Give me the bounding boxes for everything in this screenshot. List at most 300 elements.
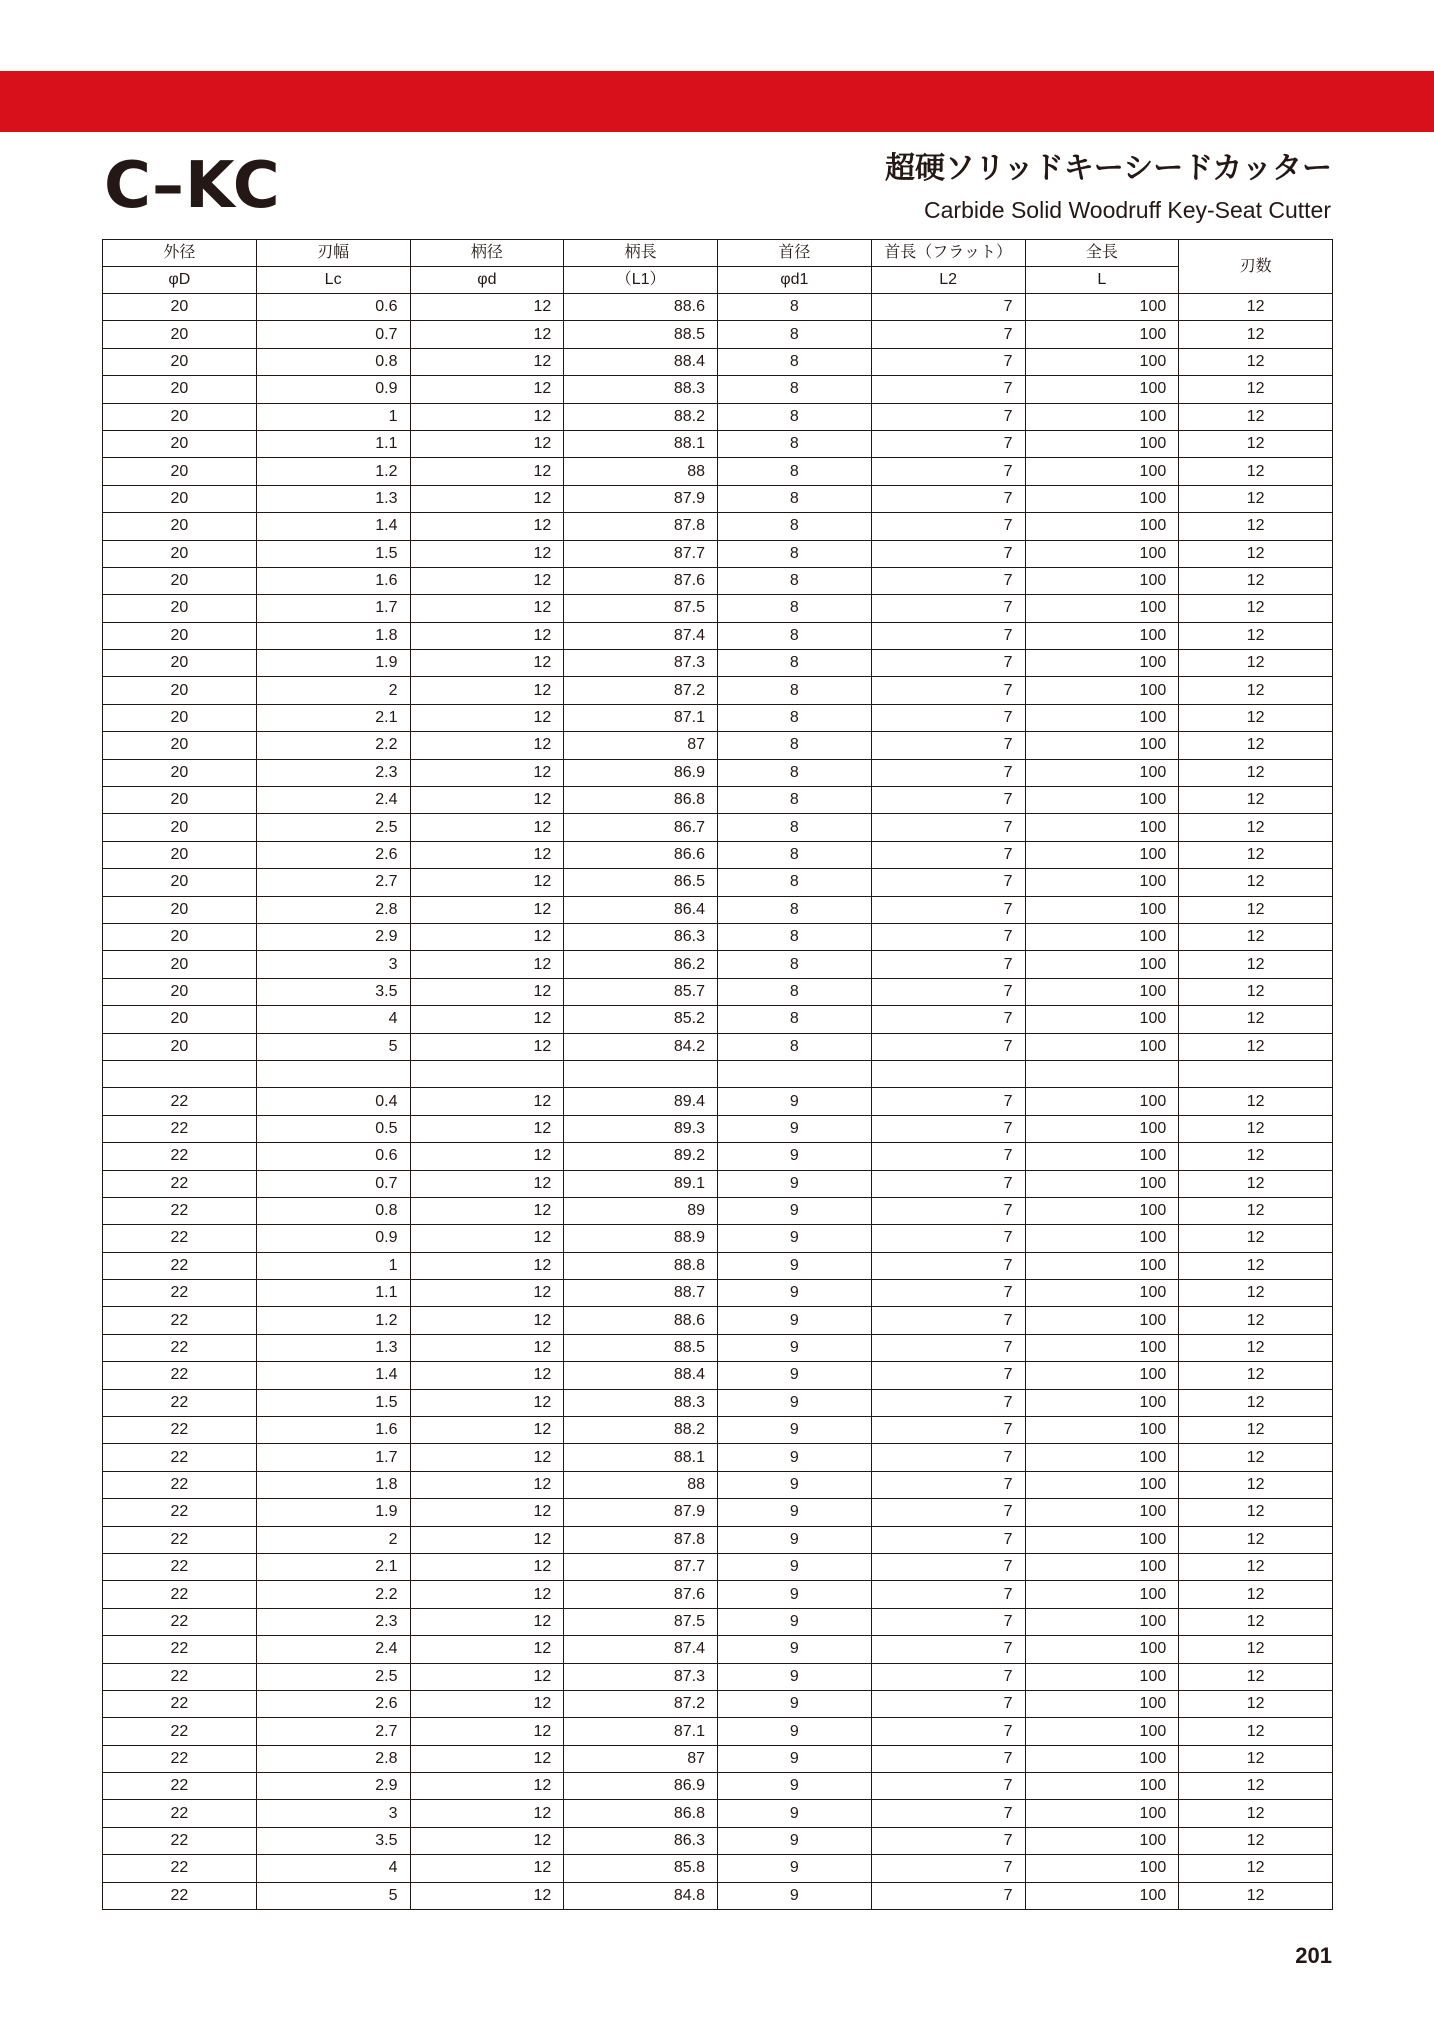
shank-diameter-cell: 12 (410, 1006, 564, 1033)
neck-length-cell: 7 (871, 1608, 1025, 1635)
neck-length-cell: 7 (871, 787, 1025, 814)
flutes-cell: 12 (1179, 1553, 1333, 1580)
table-row (103, 1800, 1333, 1827)
spec-table (102, 239, 1333, 1910)
overall-length-cell: 100 (1025, 841, 1179, 868)
table-row (103, 1855, 1333, 1882)
cutting-width-cell: 1.9 (256, 1499, 410, 1526)
neck-length-cell: 7 (871, 595, 1025, 622)
neck-length-cell: 7 (871, 951, 1025, 978)
flutes-cell: 12 (1179, 1280, 1333, 1307)
cutting-width-cell (256, 1060, 410, 1087)
overall-length-cell: 100 (1025, 1526, 1179, 1553)
flutes-cell: 12 (1179, 1170, 1333, 1197)
shank-diameter-cell: 12 (410, 567, 564, 594)
shank-length-cell: 87.9 (564, 485, 718, 512)
outer-diameter-cell: 20 (103, 759, 257, 786)
neck-length-cell: 7 (871, 430, 1025, 457)
shank-diameter-cell: 12 (410, 1280, 564, 1307)
overall-length-cell: 100 (1025, 321, 1179, 348)
shank-length-cell (564, 1060, 718, 1087)
shank-diameter-cell: 12 (410, 677, 564, 704)
cutting-width-cell: 1.4 (256, 513, 410, 540)
overall-length-cell: 100 (1025, 1471, 1179, 1498)
shank-length-cell: 88.4 (564, 1362, 718, 1389)
neck-length-cell: 7 (871, 567, 1025, 594)
table-row (103, 595, 1333, 622)
neck-length-cell: 7 (871, 1362, 1025, 1389)
table-row (103, 732, 1333, 759)
outer-diameter-cell: 20 (103, 321, 257, 348)
table-row (103, 1444, 1333, 1471)
outer-diameter-cell: 22 (103, 1252, 257, 1279)
subheader-phi-d: φD (103, 267, 257, 294)
neck-diameter-cell: 8 (718, 1033, 872, 1060)
overall-length-cell: 100 (1025, 294, 1179, 321)
neck-diameter-cell: 8 (718, 403, 872, 430)
flutes-cell: 12 (1179, 376, 1333, 403)
cutting-width-cell: 4 (256, 1006, 410, 1033)
shank-diameter-cell: 12 (410, 1307, 564, 1334)
shank-diameter-cell: 12 (410, 923, 564, 950)
shank-diameter-cell: 12 (410, 1773, 564, 1800)
neck-diameter-cell: 9 (718, 1827, 872, 1854)
shank-length-cell: 87.9 (564, 1499, 718, 1526)
page-number: 201 (1295, 1943, 1332, 1968)
neck-diameter-cell: 9 (718, 1197, 872, 1224)
table-row (103, 896, 1333, 923)
subheader-l1: （L1） (564, 267, 718, 294)
flutes-cell: 12 (1179, 841, 1333, 868)
flutes-cell: 12 (1179, 1252, 1333, 1279)
outer-diameter-cell: 20 (103, 430, 257, 457)
shank-diameter-cell: 12 (410, 1471, 564, 1498)
table-row (103, 759, 1333, 786)
overall-length-cell: 100 (1025, 869, 1179, 896)
overall-length-cell: 100 (1025, 1170, 1179, 1197)
overall-length-cell: 100 (1025, 1553, 1179, 1580)
neck-length-cell: 7 (871, 294, 1025, 321)
neck-length-cell: 7 (871, 704, 1025, 731)
neck-length-cell: 7 (871, 1417, 1025, 1444)
header-flutes: 刃数 (1179, 240, 1333, 294)
shank-diameter-cell: 12 (410, 1417, 564, 1444)
neck-length-cell: 7 (871, 1718, 1025, 1745)
flutes-cell: 12 (1179, 759, 1333, 786)
outer-diameter-cell (103, 1060, 257, 1087)
flutes-cell: 12 (1179, 567, 1333, 594)
shank-diameter-cell: 12 (410, 1636, 564, 1663)
neck-diameter-cell: 9 (718, 1307, 872, 1334)
cutting-width-cell: 2.9 (256, 1773, 410, 1800)
flutes-cell: 12 (1179, 732, 1333, 759)
shank-diameter-cell: 12 (410, 595, 564, 622)
overall-length-cell (1025, 1060, 1179, 1087)
table-row (103, 1827, 1333, 1854)
header-shank-length: 柄長 (564, 240, 718, 267)
shank-diameter-cell: 12 (410, 1499, 564, 1526)
table-row (103, 1417, 1333, 1444)
neck-diameter-cell: 8 (718, 376, 872, 403)
outer-diameter-cell: 22 (103, 1225, 257, 1252)
outer-diameter-cell: 20 (103, 677, 257, 704)
table-row (103, 1088, 1333, 1115)
neck-diameter-cell: 8 (718, 841, 872, 868)
outer-diameter-cell: 20 (103, 732, 257, 759)
table-row (103, 1006, 1333, 1033)
flutes-cell: 12 (1179, 1855, 1333, 1882)
neck-length-cell: 7 (871, 513, 1025, 540)
overall-length-cell: 100 (1025, 732, 1179, 759)
flutes-cell: 12 (1179, 787, 1333, 814)
cutting-width-cell: 5 (256, 1882, 410, 1909)
shank-diameter-cell: 12 (410, 1800, 564, 1827)
table-row (103, 348, 1333, 375)
neck-diameter-cell: 8 (718, 622, 872, 649)
shank-length-cell: 87.7 (564, 1553, 718, 1580)
cutting-width-cell: 0.9 (256, 376, 410, 403)
table-row (103, 869, 1333, 896)
shank-diameter-cell: 12 (410, 458, 564, 485)
neck-diameter-cell: 9 (718, 1088, 872, 1115)
neck-length-cell: 7 (871, 1882, 1025, 1909)
shank-length-cell: 86.3 (564, 1827, 718, 1854)
shank-length-cell: 87.8 (564, 513, 718, 540)
overall-length-cell: 100 (1025, 376, 1179, 403)
flutes-cell: 12 (1179, 1006, 1333, 1033)
neck-length-cell: 7 (871, 978, 1025, 1005)
overall-length-cell: 100 (1025, 1608, 1179, 1635)
shank-diameter-cell: 12 (410, 1718, 564, 1745)
shank-diameter-cell: 12 (410, 978, 564, 1005)
header-cutting-width: 刃幅 (256, 240, 410, 267)
outer-diameter-cell: 20 (103, 896, 257, 923)
shank-diameter-cell: 12 (410, 485, 564, 512)
cutting-width-cell: 1.8 (256, 622, 410, 649)
neck-diameter-cell: 9 (718, 1252, 872, 1279)
table-row (103, 1526, 1333, 1553)
shank-diameter-cell: 12 (410, 869, 564, 896)
outer-diameter-cell: 20 (103, 1033, 257, 1060)
table-row (103, 814, 1333, 841)
neck-diameter-cell: 9 (718, 1143, 872, 1170)
outer-diameter-cell: 22 (103, 1389, 257, 1416)
outer-diameter-cell: 22 (103, 1663, 257, 1690)
neck-length-cell: 7 (871, 650, 1025, 677)
overall-length-cell: 100 (1025, 1827, 1179, 1854)
flutes-cell: 12 (1179, 540, 1333, 567)
cutting-width-cell: 1.3 (256, 485, 410, 512)
outer-diameter-cell: 22 (103, 1170, 257, 1197)
overall-length-cell: 100 (1025, 622, 1179, 649)
cutting-width-cell: 2.8 (256, 896, 410, 923)
flutes-cell: 12 (1179, 294, 1333, 321)
shank-diameter-cell: 12 (410, 704, 564, 731)
neck-diameter-cell: 8 (718, 677, 872, 704)
outer-diameter-cell: 22 (103, 1690, 257, 1717)
outer-diameter-cell: 20 (103, 567, 257, 594)
flutes-cell: 12 (1179, 1499, 1333, 1526)
table-row (103, 978, 1333, 1005)
shank-diameter-cell: 12 (410, 1553, 564, 1580)
shank-length-cell: 86.9 (564, 1773, 718, 1800)
shank-length-cell: 86.7 (564, 814, 718, 841)
flutes-cell: 12 (1179, 650, 1333, 677)
outer-diameter-cell: 20 (103, 622, 257, 649)
cutting-width-cell: 2.9 (256, 923, 410, 950)
table-row (103, 1280, 1333, 1307)
cutting-width-cell: 2.7 (256, 1718, 410, 1745)
shank-length-cell: 86.8 (564, 787, 718, 814)
shank-diameter-cell: 12 (410, 787, 564, 814)
table-row (103, 430, 1333, 457)
overall-length-cell: 100 (1025, 1307, 1179, 1334)
neck-diameter-cell: 8 (718, 485, 872, 512)
cutting-width-cell: 2.8 (256, 1745, 410, 1772)
flutes-cell: 12 (1179, 1225, 1333, 1252)
table-row (103, 485, 1333, 512)
neck-diameter-cell: 9 (718, 1882, 872, 1909)
neck-diameter-cell: 9 (718, 1745, 872, 1772)
flutes-cell: 12 (1179, 677, 1333, 704)
shank-diameter-cell: 12 (410, 540, 564, 567)
neck-diameter-cell: 9 (718, 1444, 872, 1471)
neck-length-cell: 7 (871, 1773, 1025, 1800)
overall-length-cell: 100 (1025, 814, 1179, 841)
shank-diameter-cell: 12 (410, 1389, 564, 1416)
neck-diameter-cell: 9 (718, 1636, 872, 1663)
outer-diameter-cell: 22 (103, 1417, 257, 1444)
shank-length-cell: 88.5 (564, 321, 718, 348)
neck-diameter-cell: 9 (718, 1855, 872, 1882)
overall-length-cell: 100 (1025, 1389, 1179, 1416)
cutting-width-cell: 1 (256, 1252, 410, 1279)
cutting-width-cell: 1.5 (256, 540, 410, 567)
outer-diameter-cell: 20 (103, 814, 257, 841)
table-row (103, 1334, 1333, 1361)
cutting-width-cell: 0.4 (256, 1088, 410, 1115)
shank-length-cell: 89 (564, 1197, 718, 1224)
subheader-l: L (1025, 267, 1179, 294)
table-row (103, 1499, 1333, 1526)
overall-length-cell: 100 (1025, 1581, 1179, 1608)
overall-length-cell: 100 (1025, 1088, 1179, 1115)
cutting-width-cell: 1.2 (256, 458, 410, 485)
header-shank-diameter: 柄径 (410, 240, 564, 267)
cutting-width-cell: 1.5 (256, 1389, 410, 1416)
neck-length-cell: 7 (871, 1389, 1025, 1416)
shank-length-cell: 85.7 (564, 978, 718, 1005)
overall-length-cell: 100 (1025, 1362, 1179, 1389)
neck-diameter-cell: 9 (718, 1800, 872, 1827)
overall-length-cell: 100 (1025, 485, 1179, 512)
shank-length-cell: 87.6 (564, 567, 718, 594)
spec-table-header (103, 240, 1333, 294)
outer-diameter-cell: 20 (103, 513, 257, 540)
neck-diameter-cell: 8 (718, 650, 872, 677)
outer-diameter-cell: 20 (103, 869, 257, 896)
shank-length-cell: 88 (564, 1471, 718, 1498)
outer-diameter-cell: 22 (103, 1718, 257, 1745)
cutting-width-cell: 4 (256, 1855, 410, 1882)
overall-length-cell: 100 (1025, 1252, 1179, 1279)
outer-diameter-cell: 22 (103, 1827, 257, 1854)
cutting-width-cell: 0.8 (256, 348, 410, 375)
neck-diameter-cell: 8 (718, 896, 872, 923)
cutting-width-cell: 2.1 (256, 1553, 410, 1580)
table-row (103, 1882, 1333, 1909)
outer-diameter-cell: 22 (103, 1362, 257, 1389)
flutes-cell: 12 (1179, 1417, 1333, 1444)
neck-diameter-cell: 8 (718, 814, 872, 841)
cutting-width-cell: 0.6 (256, 294, 410, 321)
flutes-cell (1179, 1060, 1333, 1087)
neck-length-cell: 7 (871, 677, 1025, 704)
outer-diameter-cell: 22 (103, 1608, 257, 1635)
overall-length-cell: 100 (1025, 567, 1179, 594)
cutting-width-cell: 1.9 (256, 650, 410, 677)
neck-diameter-cell: 8 (718, 787, 872, 814)
neck-diameter-cell: 8 (718, 869, 872, 896)
overall-length-cell: 100 (1025, 978, 1179, 1005)
shank-length-cell: 88.4 (564, 348, 718, 375)
shank-diameter-cell: 12 (410, 376, 564, 403)
neck-length-cell: 7 (871, 1225, 1025, 1252)
table-row (103, 1033, 1333, 1060)
shank-diameter-cell (410, 1060, 564, 1087)
shank-diameter-cell: 12 (410, 321, 564, 348)
flutes-cell: 12 (1179, 1800, 1333, 1827)
neck-diameter-cell: 9 (718, 1553, 872, 1580)
shank-diameter-cell: 12 (410, 1225, 564, 1252)
cutting-width-cell: 2.7 (256, 869, 410, 896)
flutes-cell: 12 (1179, 1033, 1333, 1060)
cutting-width-cell: 0.6 (256, 1143, 410, 1170)
neck-diameter-cell: 9 (718, 1663, 872, 1690)
flutes-cell: 12 (1179, 1471, 1333, 1498)
shank-diameter-cell: 12 (410, 814, 564, 841)
table-row (103, 376, 1333, 403)
neck-length-cell: 7 (871, 814, 1025, 841)
flutes-cell: 12 (1179, 951, 1333, 978)
shank-diameter-cell: 12 (410, 1827, 564, 1854)
shank-length-cell: 88.5 (564, 1334, 718, 1361)
overall-length-cell: 100 (1025, 1225, 1179, 1252)
cutting-width-cell: 1.1 (256, 1280, 410, 1307)
shank-length-cell: 86.6 (564, 841, 718, 868)
outer-diameter-cell: 22 (103, 1197, 257, 1224)
flutes-cell: 12 (1179, 1636, 1333, 1663)
cutting-width-cell: 2 (256, 677, 410, 704)
neck-diameter-cell: 8 (718, 321, 872, 348)
outer-diameter-cell: 20 (103, 294, 257, 321)
flutes-cell: 12 (1179, 869, 1333, 896)
cutting-width-cell: 2.4 (256, 1636, 410, 1663)
outer-diameter-cell: 20 (103, 978, 257, 1005)
shank-diameter-cell: 12 (410, 403, 564, 430)
cutting-width-cell: 1.3 (256, 1334, 410, 1361)
shank-diameter-cell: 12 (410, 841, 564, 868)
neck-length-cell: 7 (871, 1827, 1025, 1854)
table-row (103, 787, 1333, 814)
table-row (103, 1115, 1333, 1142)
shank-length-cell: 87.4 (564, 1636, 718, 1663)
flutes-cell: 12 (1179, 978, 1333, 1005)
outer-diameter-cell: 22 (103, 1143, 257, 1170)
cutting-width-cell: 0.7 (256, 1170, 410, 1197)
flutes-cell: 12 (1179, 1526, 1333, 1553)
neck-diameter-cell: 9 (718, 1225, 872, 1252)
neck-diameter-cell: 9 (718, 1334, 872, 1361)
overall-length-cell: 100 (1025, 1115, 1179, 1142)
shank-length-cell: 88.9 (564, 1225, 718, 1252)
neck-length-cell: 7 (871, 896, 1025, 923)
product-title-english: Carbide Solid Woodruff Key-Seat Cutter (924, 197, 1331, 223)
shank-length-cell: 87.2 (564, 677, 718, 704)
shank-length-cell: 88.6 (564, 1307, 718, 1334)
flutes-cell: 12 (1179, 923, 1333, 950)
neck-diameter-cell: 9 (718, 1280, 872, 1307)
shank-length-cell: 89.1 (564, 1170, 718, 1197)
neck-diameter-cell: 8 (718, 1006, 872, 1033)
table-row (103, 704, 1333, 731)
outer-diameter-cell: 20 (103, 951, 257, 978)
cutting-width-cell: 1.8 (256, 1471, 410, 1498)
shank-diameter-cell: 12 (410, 1088, 564, 1115)
cutting-width-cell: 1.7 (256, 1444, 410, 1471)
overall-length-cell: 100 (1025, 896, 1179, 923)
neck-diameter-cell: 8 (718, 595, 872, 622)
table-row (103, 567, 1333, 594)
table-row (103, 1581, 1333, 1608)
outer-diameter-cell: 22 (103, 1553, 257, 1580)
outer-diameter-cell: 20 (103, 923, 257, 950)
overall-length-cell: 100 (1025, 348, 1179, 375)
neck-length-cell: 7 (871, 321, 1025, 348)
neck-length-cell: 7 (871, 1636, 1025, 1663)
table-row (103, 1197, 1333, 1224)
cutting-width-cell: 0.8 (256, 1197, 410, 1224)
shank-diameter-cell: 12 (410, 759, 564, 786)
flutes-cell: 12 (1179, 485, 1333, 512)
neck-diameter-cell: 9 (718, 1115, 872, 1142)
neck-diameter-cell: 8 (718, 294, 872, 321)
shank-length-cell: 85.8 (564, 1855, 718, 1882)
shank-length-cell: 89.4 (564, 1088, 718, 1115)
outer-diameter-cell: 22 (103, 1471, 257, 1498)
cutting-width-cell: 1.6 (256, 1417, 410, 1444)
neck-length-cell: 7 (871, 1006, 1025, 1033)
shank-length-cell: 87.8 (564, 1526, 718, 1553)
neck-length-cell: 7 (871, 1499, 1025, 1526)
overall-length-cell: 100 (1025, 1499, 1179, 1526)
table-row (103, 1252, 1333, 1279)
shank-diameter-cell: 12 (410, 1882, 564, 1909)
cutting-width-cell: 2.2 (256, 1581, 410, 1608)
shank-length-cell: 88.7 (564, 1280, 718, 1307)
shank-diameter-cell: 12 (410, 1690, 564, 1717)
flutes-cell: 12 (1179, 1334, 1333, 1361)
table-row (103, 321, 1333, 348)
outer-diameter-cell: 20 (103, 403, 257, 430)
shank-diameter-cell: 12 (410, 1663, 564, 1690)
neck-length-cell: 7 (871, 841, 1025, 868)
neck-length-cell: 7 (871, 869, 1025, 896)
neck-length-cell: 7 (871, 1663, 1025, 1690)
outer-diameter-cell: 22 (103, 1636, 257, 1663)
product-code-logo: C–KC (104, 149, 281, 223)
neck-diameter-cell: 9 (718, 1499, 872, 1526)
